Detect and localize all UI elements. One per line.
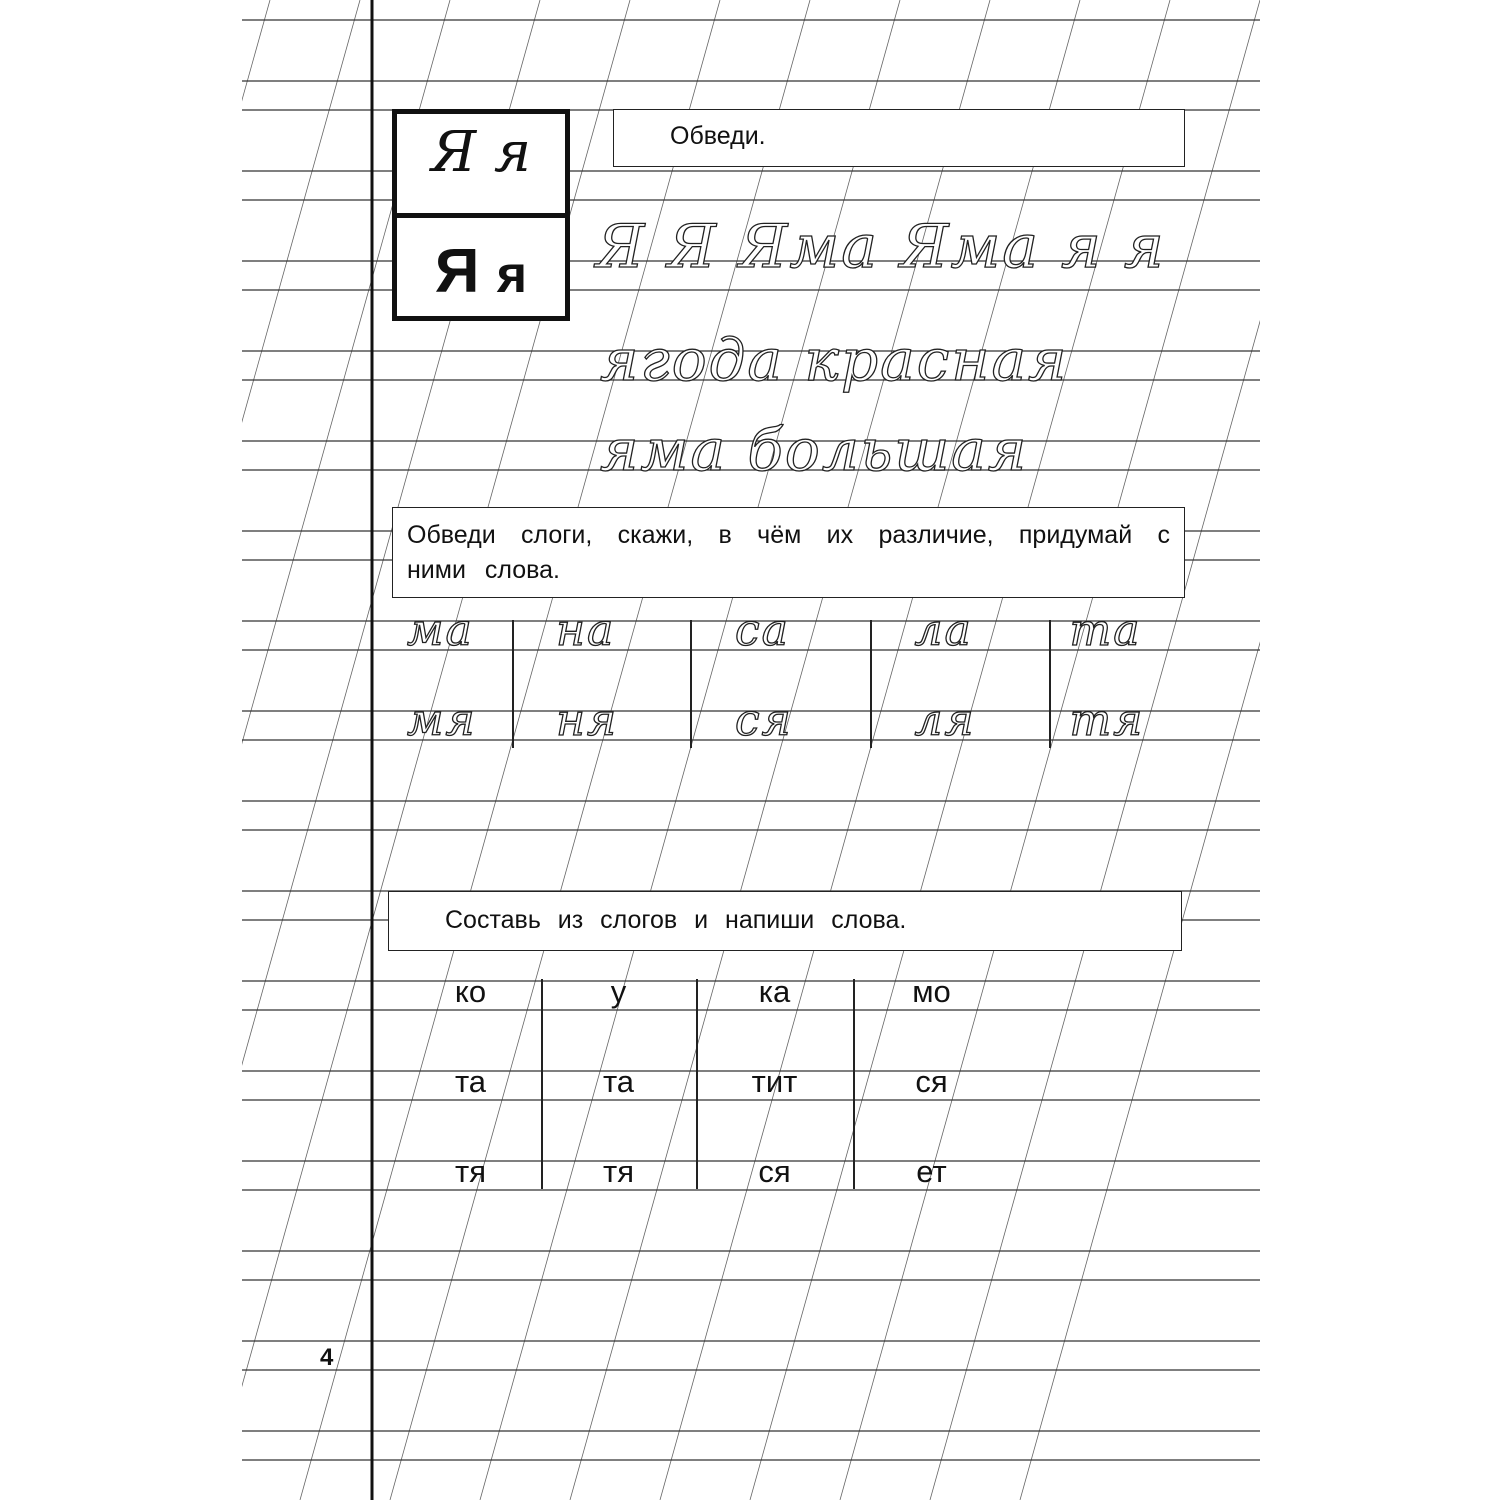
- syllable-column-divider: [1049, 620, 1051, 748]
- syllable-trace-top[interactable]: са: [735, 605, 790, 656]
- print-letter: [397, 236, 565, 307]
- syllable-cell: ка: [758, 974, 791, 1009]
- task3-instruction-box: [388, 891, 1182, 951]
- syllable-cell: ет: [916, 1154, 947, 1189]
- task1-instruction-box: [613, 109, 1185, 167]
- trace-row-2[interactable]: ягода красная: [600, 326, 1069, 394]
- syllable-cell: тя: [603, 1154, 634, 1189]
- compose-column-divider: [696, 979, 698, 1189]
- syllable-cell: ся: [758, 1154, 791, 1189]
- syllable-cell: тя: [455, 1154, 486, 1189]
- trace-row-3[interactable]: яма большая: [600, 416, 1029, 484]
- task1-instruction: Обведи.: [670, 122, 766, 150]
- syllable-trace-bottom[interactable]: тя: [1069, 695, 1145, 746]
- left-margin-mask: [0, 0, 242, 1500]
- syllable-trace-bottom[interactable]: ля: [914, 695, 976, 746]
- syllable-cell: у: [610, 974, 627, 1009]
- compose-column-divider: [853, 979, 855, 1189]
- compose-column-divider: [541, 979, 543, 1189]
- syllable-column-divider: [690, 620, 692, 748]
- syllable-column-divider: [870, 620, 872, 748]
- syllable-cell: ся: [915, 1064, 948, 1099]
- page-number: 4: [320, 1344, 334, 1371]
- task3-instruction: Составь из слогов и напиши слова.: [445, 906, 907, 934]
- trace-row-1[interactable]: Я Я Яма Яма я я: [596, 212, 1166, 282]
- syllable-cell: мо: [912, 974, 951, 1009]
- syllable-trace-bottom[interactable]: ня: [556, 695, 619, 746]
- task2-instruction-box: [392, 507, 1185, 598]
- syllable-cell: ко: [454, 974, 487, 1009]
- syllable-trace-bottom[interactable]: ся: [735, 695, 793, 746]
- task2-instruction: Обведи слоги, скажи, в чём их различие, придумай с ними слова.: [407, 521, 1170, 584]
- syllable-trace-bottom[interactable]: мя: [407, 695, 477, 746]
- syllable-trace-top[interactable]: та: [1069, 605, 1142, 656]
- print-letter-upper: Я: [434, 237, 480, 306]
- syllable-cell: тит: [751, 1064, 798, 1099]
- right-margin-mask: [1260, 0, 1500, 1500]
- syllable-cell: та: [602, 1064, 635, 1099]
- syllable-trace-top[interactable]: на: [556, 605, 616, 656]
- syllable-trace-top[interactable]: ма: [407, 605, 474, 656]
- print-letter-lower: я: [496, 246, 528, 304]
- letter-card: [392, 109, 570, 321]
- syllable-trace-top[interactable]: ла: [914, 605, 973, 656]
- letter-card-divider: [397, 213, 565, 218]
- syllable-cell: та: [454, 1064, 487, 1099]
- cursive-letter: Я я: [430, 120, 532, 185]
- syllable-column-divider: [512, 620, 514, 748]
